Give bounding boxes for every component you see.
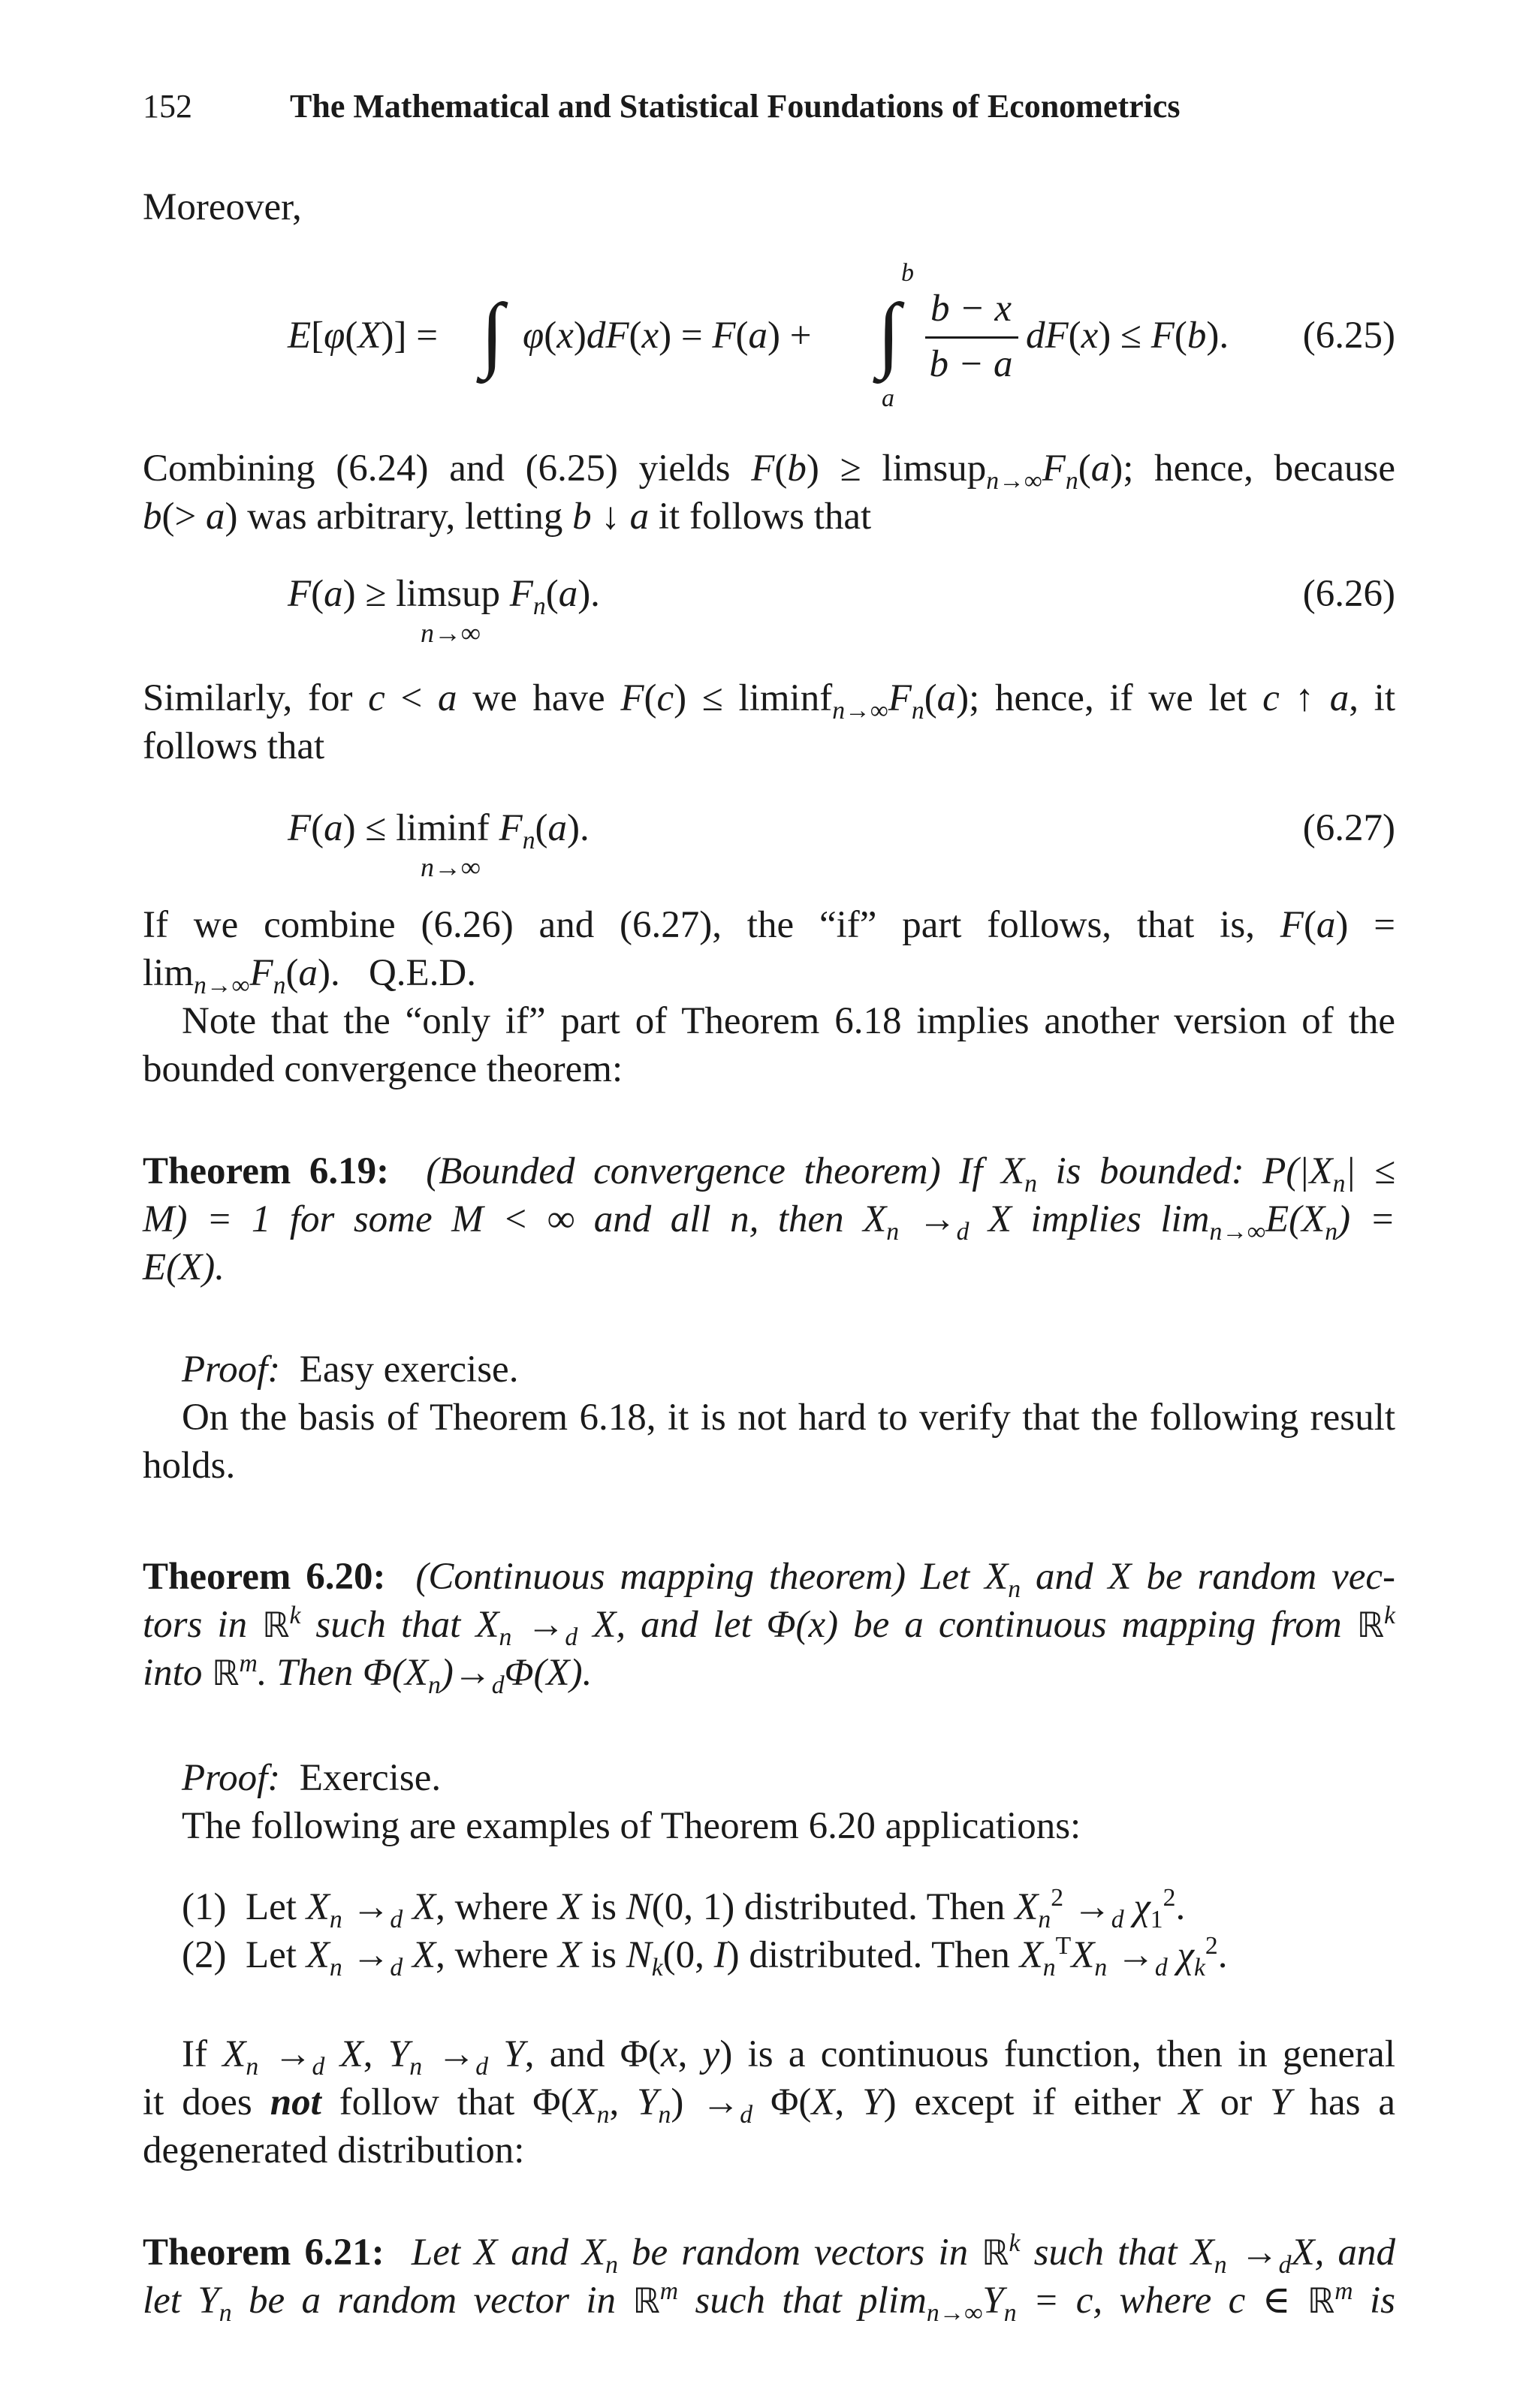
page-number: 152 (143, 88, 192, 125)
proof-1-label: Proof: (182, 1349, 281, 1391)
moreover-text: Moreover, (143, 186, 302, 228)
paragraph-2-line-1: Similarly, for c < a we have $F(c) \le liminf_{n\to\infty}F_n(a)$; hence, if we let c ↑ a, it (143, 677, 1396, 725)
eq-6-25-lhs: E[φ(X)] = (288, 315, 438, 357)
paragraph-1-line-2: b(> a) was arbitrary, letting b ↓ a it follows that (143, 496, 872, 538)
theorem-6-19-label: Theorem 6.19: (143, 1150, 390, 1192)
fraction-numerator: b − x (930, 288, 1012, 330)
eq-6-26-number: (6.26) (1302, 573, 1395, 615)
eq-6-25-mid: φ(x)dF(x) = F(a) + (523, 315, 812, 357)
theorem-6-19-line-1: Theorem 6.19: (Bounded convergence theorem) If $X_n$ is bounded: $P(|X_n|$ ≤ (143, 1150, 1395, 1198)
theorem-6-20-label: Theorem 6.20: (143, 1556, 386, 1598)
eq-6-26-body: F(a) ≥ limsup $F_n(a)$. (288, 573, 600, 621)
eq-6-27-number: (6.27) (1302, 807, 1395, 849)
eq-6-27-body: F(a) ≤ liminf $F_n(a)$. (288, 807, 590, 855)
paragraph-7-line-1: If $X_n \to_d$ X, $Y_n \to_d$ Y, and Φ(x, y) is a continuous function, then in general (182, 2033, 1395, 2081)
integral-lower-limit: a (882, 384, 894, 412)
proof-1 (182, 1346, 1395, 1394)
theorem-6-21-line-1: Theorem 6.21: Let X and $X_n$ be random vectors in ℝ$^k$ such that $X_n \to_dX$, and (143, 2229, 1395, 2280)
theorem-6-20-line-2: tors in ℝ$^k$ such that $X_n \to_d$ X, and let Φ(x) be a continuous mapping from ℝ$^k$ (143, 1602, 1395, 1652)
theorem-6-19-line-2: M) = 1 for some M < ∞ and all n, then $X_n \to_d$ X implies $\lim_{n\to\infty}E(X_n)$ = (143, 1198, 1396, 1246)
integral-upper-limit: b (901, 259, 914, 287)
fraction-bar (925, 336, 1018, 339)
example-1: (1) Let $X_n \to_d$ X, where X is N(0, 1) distributed. Then $X_n^2 \to_d$ $\chi_1^2$. (182, 1884, 1186, 1934)
paragraph-7-line-2: it does not follow that $\Phi(X_n$, $Y_n) \to_d$ Φ(X, Y) except if either X or Y has a (143, 2081, 1396, 2129)
paragraph-3-line-2: $\lim_{n\to\infty}F_n(a)$. Q.E.D. (143, 952, 477, 1000)
proof-2-text: Exercise. (299, 1757, 442, 1799)
integral-sign-2: ∫ (877, 287, 900, 380)
example-1-number: (1) (182, 1886, 227, 1928)
example-2: (2) Let $X_n \to_d$ X, where X is $N_k(0$, I) distributed. Then $X_n^TX_n \to_d$ $\chi_k^2$. (182, 1932, 1228, 1982)
proof-2 (182, 1754, 1395, 1802)
eq-6-27-limit: n→∞ (421, 852, 481, 882)
paragraph-4-line-2: bounded convergence theorem: (143, 1048, 623, 1090)
paragraph-1-line-1: Combining (6.24) and (6.25) yields $F(b) \ge limsup_{n\to\infty}F_n(a)$; hence, because (143, 448, 1395, 496)
paragraph-5-line-2: holds. (143, 1445, 236, 1487)
theorem-6-19-line-3: E(X). (143, 1246, 225, 1288)
integral-sign-1: ∫ (481, 287, 504, 380)
eq-6-25-rhs: dF(x) ≤ F(b). (1026, 315, 1229, 357)
proof-1-text: Easy exercise. (299, 1349, 519, 1391)
paragraph-7-line-3: degenerated distribution: (143, 2129, 525, 2171)
fraction-denominator: b − a (929, 343, 1013, 385)
theorem-6-21-line-2: let $Y_n$ be a random vector in ℝ$^m$ such that $plim_{n\to\infty}Y_n = c$, where c ∈ ℝ$^m$ is (143, 2277, 1395, 2328)
paragraph-2-line-2: follows that (143, 725, 325, 767)
proof-2-label: Proof: (182, 1757, 281, 1799)
paragraph-6: The following are examples of Theorem 6.20 applications: (182, 1805, 1081, 1847)
paragraph-4-line-1: Note that the “only if” part of Theorem 6.18 implies another version of the (182, 1000, 1395, 1042)
theorem-6-20-line-1: Theorem 6.20: (Continuous mapping theorem) Let $X_n$ and X be random vec- (143, 1556, 1396, 1604)
running-title: The Mathematical and Statistical Foundations of Econometrics (290, 88, 1181, 125)
eq-6-26-limit: n→∞ (421, 618, 481, 648)
theorem-6-21-label: Theorem 6.21: (143, 2232, 384, 2274)
paragraph-5-line-1: On the basis of Theorem 6.18, it is not hard to verify that the following result (182, 1397, 1395, 1439)
example-2-number: (2) (182, 1934, 227, 1976)
eq-6-25-number: (6.25) (1302, 315, 1395, 357)
theorem-6-20-line-3: into ℝ$^m$. Then $\Phi(X_n)\to_d\Phi(X)$. (143, 1650, 593, 1700)
paragraph-3-line-1: If we combine (6.26) and (6.27), the “if” part follows, that is, F(a) = (143, 904, 1395, 946)
